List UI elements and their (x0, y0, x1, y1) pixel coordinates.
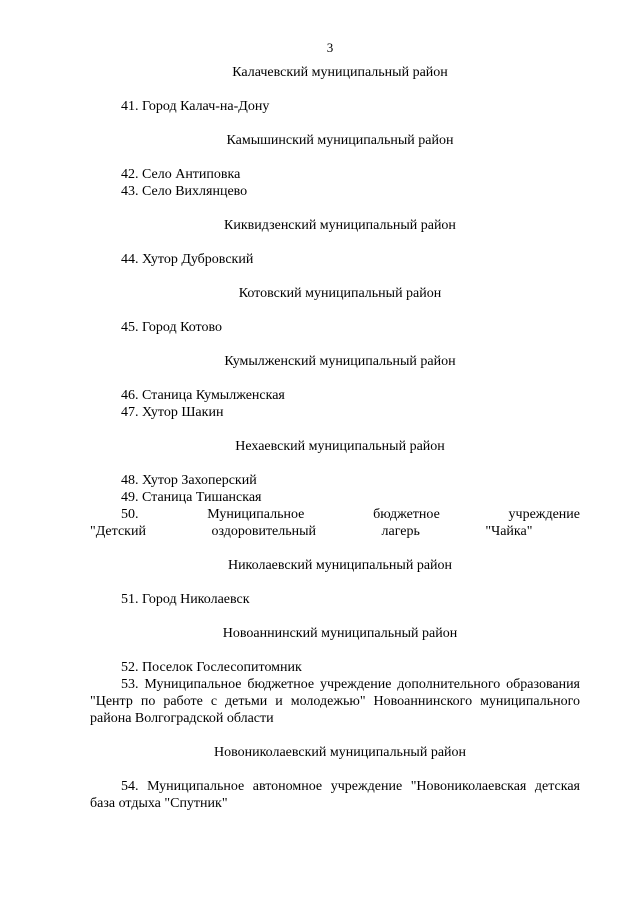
item-number: 42. (121, 167, 139, 182)
item-number: 45. (121, 320, 139, 335)
item-number: 46. (121, 388, 139, 403)
item-text: Село Вихлянцево (142, 184, 248, 199)
district-section (90, 744, 580, 812)
item-text: Город Николаевск (142, 592, 250, 607)
item-number: 54. (121, 779, 139, 794)
list-item (90, 387, 580, 404)
list-item (90, 404, 580, 421)
item-number: 43. (121, 184, 139, 199)
district-heading: Киквидзенский муниципальный район (224, 218, 456, 233)
district-section (90, 64, 580, 115)
item-text: Город Котово (142, 320, 222, 335)
item-number: 51. (121, 592, 139, 607)
item-text: Станица Кумылженская (142, 388, 285, 403)
district-heading: Нехаевский муниципальный район (235, 439, 445, 454)
list-item (90, 251, 580, 268)
district-heading: Калачевский муниципальный район (232, 65, 448, 80)
item-number: 48. (121, 473, 139, 488)
district-heading: Камышинский муниципальный район (226, 133, 454, 148)
item-number: 53. (121, 677, 139, 692)
item-text: Муниципальное автономное учреждение "Новониколаевская детская база отдыха "Спутник" (90, 779, 580, 811)
item-text: Город Калач-на-Дону (142, 99, 270, 114)
list-item (90, 676, 580, 727)
district-heading: Кумылженский муниципальный район (224, 354, 456, 369)
item-number: 41. (121, 99, 139, 114)
item-number: 47. (121, 405, 139, 420)
list-item (90, 506, 580, 540)
item-text: Хутор Захоперский (142, 473, 257, 488)
item-text: Село Антиповка (142, 167, 241, 182)
district-heading: Новоаннинский муниципальный район (222, 626, 458, 641)
list-item (90, 489, 580, 506)
district-section (90, 285, 580, 336)
item-text: Поселок Гослесопитомник (142, 660, 302, 675)
list-item (90, 98, 580, 115)
item-number: 50. (121, 507, 139, 522)
list-item (90, 183, 580, 200)
district-section (90, 353, 580, 421)
district-heading: Николаевский муниципальный район (227, 558, 453, 573)
document-body (90, 62, 580, 812)
district-section (90, 217, 580, 268)
list-item (90, 659, 580, 676)
item-text: Муниципальное бюджетное учреждение "Детский оздоровительный лагерь "Чайка" (90, 507, 580, 539)
item-text: Хутор Шакин (142, 405, 224, 420)
item-number: 44. (121, 252, 139, 267)
list-item (90, 319, 580, 336)
item-text: Станица Тишанская (142, 490, 262, 505)
district-heading: Новониколаевский муниципальный район (213, 745, 467, 760)
item-text: Муниципальное бюджетное учреждение дополнительного образования "Центр по работе с детьми и молодежью" Новоаннинского муниципального района Волгоградской области (90, 677, 581, 726)
list-item (90, 472, 580, 489)
district-section (90, 625, 580, 727)
district-section (90, 557, 580, 608)
list-item (90, 591, 580, 608)
page-number: 3 (326, 40, 334, 55)
item-text: Хутор Дубровский (142, 252, 254, 267)
list-item (90, 166, 580, 183)
district-section (90, 132, 580, 200)
district-section (90, 438, 580, 540)
item-number: 49. (121, 490, 139, 505)
district-heading: Котовский муниципальный район (238, 286, 442, 301)
item-number: 52. (121, 660, 139, 675)
list-item (90, 778, 580, 812)
